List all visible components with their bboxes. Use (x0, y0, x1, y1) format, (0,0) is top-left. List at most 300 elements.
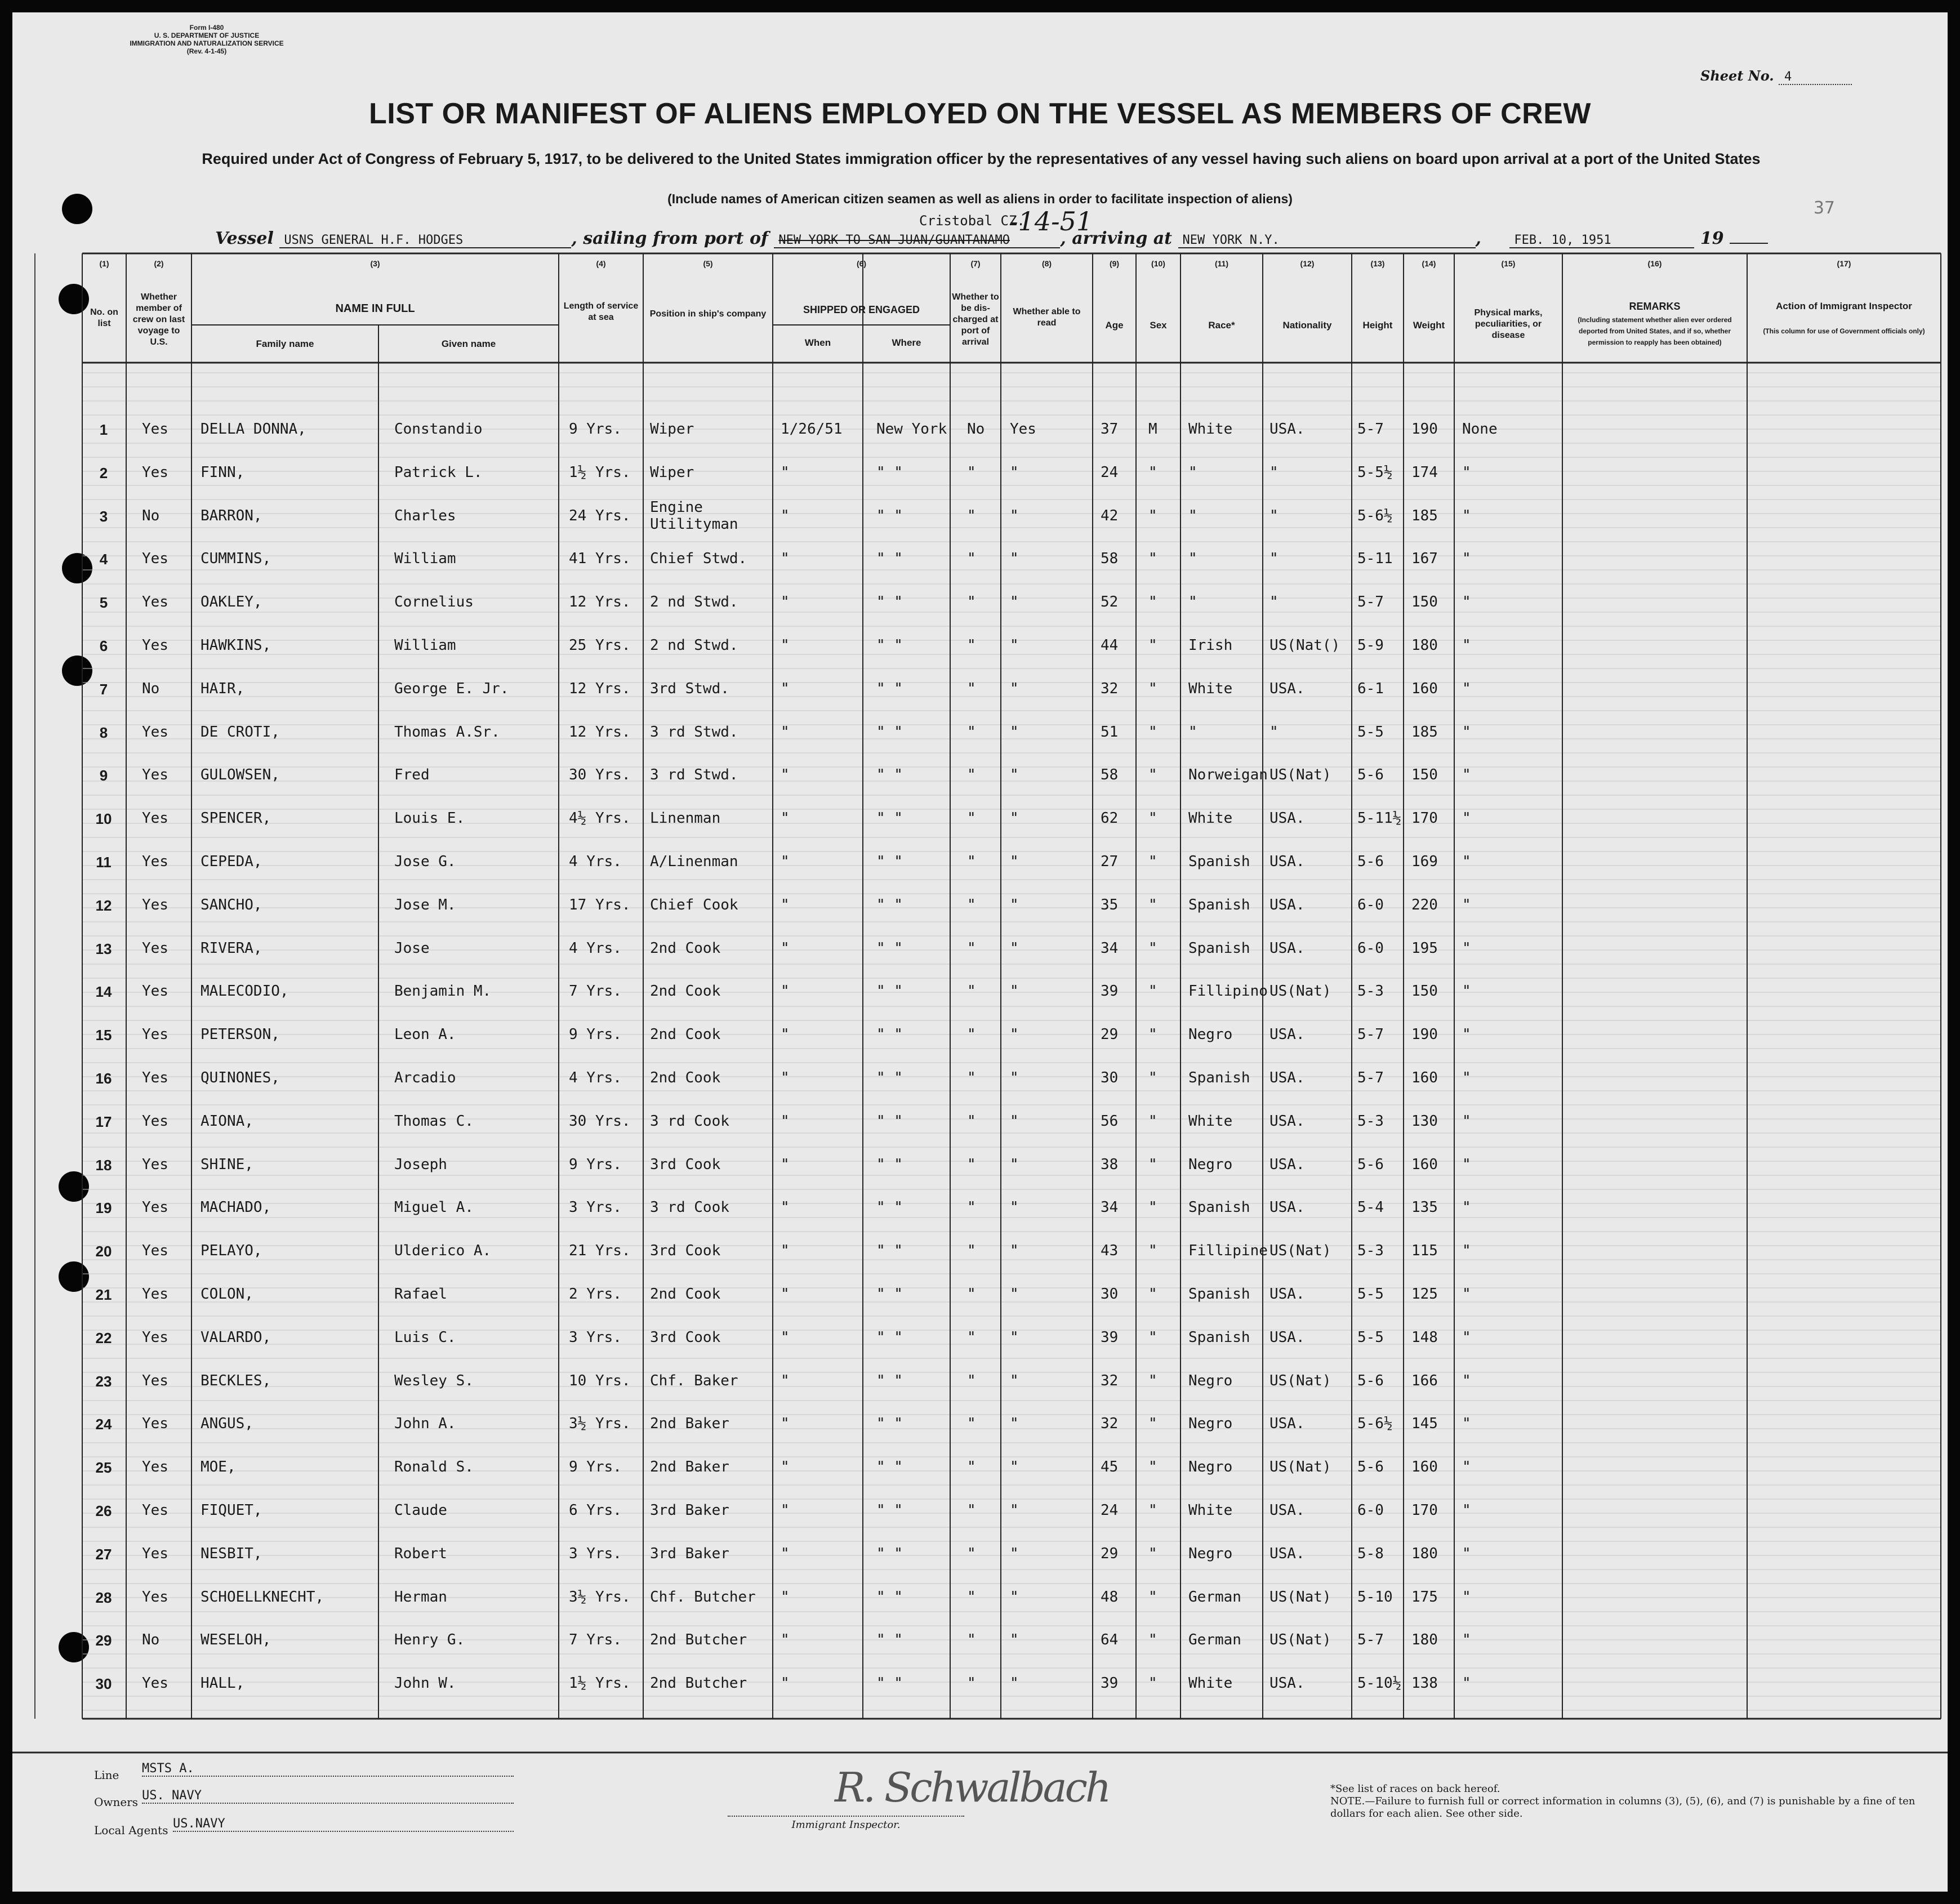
weight-cell: 138 (1411, 1675, 1438, 1692)
given-name-cell: George E. Jr. (394, 680, 509, 697)
header-weight: Weight (1413, 320, 1445, 331)
race-cell: White (1188, 1112, 1233, 1130)
weight-cell: 160 (1411, 1156, 1438, 1173)
sex-cell: " (1148, 1156, 1157, 1173)
column-number: (9) (1109, 259, 1120, 268)
nationality-cell: " (1269, 507, 1279, 524)
given-name-cell: Constandio (394, 421, 483, 438)
where-cell: " " (876, 983, 903, 1000)
member-cell: Yes (142, 723, 168, 741)
physical-cell: " (1462, 1286, 1471, 1303)
row-number: 30 (95, 1675, 112, 1693)
weight-cell: 180 (1411, 1545, 1438, 1562)
height-cell: 5-5 (1357, 1286, 1384, 1303)
nationality-cell: USA. (1269, 1069, 1305, 1086)
when-cell: " (781, 1069, 790, 1086)
nationality-cell: USA. (1269, 1415, 1305, 1433)
sex-cell: " (1148, 1286, 1157, 1303)
race-cell: Negro (1188, 1545, 1233, 1562)
family-name-cell: HALL, (201, 1675, 245, 1692)
race-cell: Spanish (1188, 1328, 1250, 1346)
where-cell: " " (876, 1199, 903, 1216)
weight-cell: 166 (1411, 1372, 1438, 1389)
family-name-cell: MACHADO, (201, 1199, 271, 1216)
length-cell: 3 Yrs. (569, 1545, 622, 1562)
when-cell: " (781, 463, 790, 481)
when-cell: " (781, 1372, 790, 1389)
sex-cell: " (1148, 507, 1157, 524)
race-cell: Negro (1188, 1026, 1233, 1044)
when-cell: " (781, 1459, 790, 1476)
discharged-cell: " (967, 1415, 976, 1433)
vessel-name: USNS GENERAL H.F. HODGES (279, 233, 571, 248)
given-name-cell: Jose M. (394, 896, 456, 913)
where-cell: " " (876, 810, 903, 827)
race-cell: Spanish (1188, 1286, 1250, 1303)
column-number: (6) (856, 259, 867, 268)
age-cell: 48 (1101, 1588, 1119, 1606)
height-cell: 5-7 (1357, 1069, 1384, 1086)
when-cell: " (781, 1026, 790, 1044)
sex-cell: " (1148, 1502, 1157, 1519)
row-number: 2 (99, 464, 108, 481)
sailing-port: NEW YORK TO SAN JUAN/GUANTANAMO (774, 233, 1060, 248)
header-where: Where (892, 337, 921, 348)
length-cell: 17 Yrs. (569, 896, 631, 913)
arriving-port: NEW YORK N.Y. (1178, 233, 1476, 248)
physical-cell: " (1462, 939, 1471, 957)
physical-cell: " (1462, 1631, 1471, 1649)
header-race: Race* (1208, 320, 1235, 331)
where-cell: " " (876, 1286, 903, 1303)
position-cell: A/Linenman (650, 853, 738, 870)
member-cell: Yes (142, 1328, 168, 1346)
family-name-cell: SHINE, (201, 1156, 253, 1173)
physical-cell: " (1462, 1112, 1471, 1130)
row-number: 15 (95, 1027, 112, 1044)
length-cell: 9 Yrs. (569, 1459, 622, 1476)
member-cell: Yes (142, 1459, 168, 1476)
header-action: Action of Immigrant Inspector (1776, 301, 1912, 311)
member-cell: Yes (142, 1026, 168, 1044)
height-cell: 5-6 (1357, 1459, 1384, 1476)
row-number: 10 (95, 810, 112, 828)
discharged-cell: " (967, 463, 976, 481)
weight-cell: 185 (1411, 507, 1438, 524)
race-cell: Spanish (1188, 939, 1250, 957)
read-cell: " (1010, 1156, 1019, 1173)
race-cell: " (1188, 723, 1197, 741)
weight-cell: 150 (1411, 766, 1438, 784)
race-cell: Fillipine (1188, 1242, 1268, 1260)
given-name-cell: Claude (394, 1502, 447, 1519)
length-cell: 9 Yrs. (569, 1026, 622, 1044)
length-cell: 3 Yrs. (569, 1328, 622, 1346)
where-cell: " " (876, 1372, 903, 1389)
age-cell: 39 (1101, 1675, 1119, 1692)
row-number: 9 (99, 767, 108, 784)
page-subtitle-note: (Include names of American citizen seamen as well as aliens in order to facilitate inspection of aliens) (667, 191, 1293, 206)
where-cell: " " (876, 1328, 903, 1346)
header-remarks-note: (Including statement whether alien ever ordered deported from United States, and if so, whether permission to reapply has been obtained) (1578, 316, 1732, 346)
discharged-cell: " (967, 1286, 976, 1303)
given-name-cell: Leon A. (394, 1026, 456, 1044)
header-member: Whether member of crew on last voyage to U.S. (132, 292, 185, 347)
race-cell: White (1188, 680, 1233, 697)
age-cell: 64 (1101, 1631, 1119, 1649)
length-cell: 6 Yrs. (569, 1502, 622, 1519)
sex-cell: " (1148, 896, 1157, 913)
nationality-cell: US(Nat) (1269, 1372, 1331, 1389)
read-cell: " (1010, 550, 1019, 568)
nationality-cell: US(Nat) (1269, 1242, 1331, 1260)
where-cell: " " (876, 1631, 903, 1649)
age-cell: 32 (1101, 680, 1119, 697)
header-height: Height (1362, 320, 1393, 331)
age-cell: 34 (1101, 939, 1119, 957)
given-name-cell: Ronald S. (394, 1459, 474, 1476)
discharged-cell: " (967, 637, 976, 654)
row-number: 1 (99, 421, 108, 438)
physical-cell: " (1462, 1502, 1471, 1519)
where-cell: " " (876, 550, 903, 568)
age-cell: 39 (1101, 1328, 1119, 1346)
family-name-cell: PELAYO, (201, 1242, 262, 1260)
position-cell: 3rd Baker (650, 1545, 729, 1562)
header-discharged: Whether to be dis-charged at port of arrival (952, 292, 999, 347)
nationality-cell: USA. (1269, 1545, 1305, 1562)
weight-cell: 180 (1411, 1631, 1438, 1649)
physical-cell: " (1462, 594, 1471, 611)
member-cell: No (142, 1631, 160, 1649)
when-cell: " (781, 1286, 790, 1303)
position-cell: 3rd Cook (650, 1156, 721, 1173)
height-cell: 5-6 (1357, 766, 1384, 784)
length-cell: 2 Yrs. (569, 1286, 622, 1303)
row-number: 22 (95, 1329, 112, 1346)
physical-cell: " (1462, 983, 1471, 1000)
position-cell: 2nd Cook (650, 1069, 721, 1086)
given-name-cell: Jose (394, 939, 430, 957)
family-name-cell: MALECODIO, (201, 983, 289, 1000)
weight-cell: 160 (1411, 1459, 1438, 1476)
sex-cell: " (1148, 853, 1157, 870)
physical-cell: " (1462, 637, 1471, 654)
given-name-cell: Louis E. (394, 810, 465, 827)
member-cell: Yes (142, 853, 168, 870)
race-cell: White (1188, 810, 1233, 827)
discharged-cell: " (967, 1156, 976, 1173)
discharged-cell: " (967, 1069, 976, 1086)
given-name-cell: Arcadio (394, 1069, 456, 1086)
nationality-cell: USA. (1269, 1502, 1305, 1519)
length-cell: 25 Yrs. (569, 637, 631, 654)
weight-cell: 115 (1411, 1242, 1438, 1260)
row-number: 27 (95, 1545, 112, 1563)
discharged-cell: " (967, 1588, 976, 1606)
family-name-cell: FINN, (201, 463, 245, 481)
height-cell: 5-5½ (1357, 463, 1393, 481)
when-cell: " (781, 1415, 790, 1433)
weight-cell: 174 (1411, 463, 1438, 481)
age-cell: 56 (1101, 1112, 1119, 1130)
sex-cell: " (1148, 723, 1157, 741)
physical-cell: " (1462, 853, 1471, 870)
family-name-cell: PETERSON, (201, 1026, 280, 1044)
position-cell: 2nd Cook (650, 1286, 721, 1303)
row-number: 26 (95, 1502, 112, 1519)
member-cell: Yes (142, 637, 168, 654)
column-number: (8) (1041, 259, 1052, 268)
where-cell: " " (876, 853, 903, 870)
race-cell: Irish (1188, 637, 1233, 654)
where-cell: " " (876, 896, 903, 913)
when-cell: " (781, 723, 790, 741)
physical-cell: " (1462, 1069, 1471, 1086)
nationality-cell: " (1269, 723, 1279, 741)
when-cell: " (781, 939, 790, 957)
member-cell: Yes (142, 766, 168, 784)
weight-cell: 220 (1411, 896, 1438, 913)
where-cell: " " (876, 1026, 903, 1044)
column-number: (4) (596, 259, 606, 268)
read-cell: " (1010, 1286, 1019, 1303)
header-sex: Sex (1150, 320, 1167, 331)
given-name-cell: Fred (394, 766, 430, 784)
when-cell: " (781, 1588, 790, 1606)
length-cell: 3½ Yrs. (569, 1415, 631, 1433)
height-cell: 5-6 (1357, 853, 1384, 870)
arrival-date: FEB. 10, 1951 (1509, 233, 1694, 248)
read-cell: " (1010, 1328, 1019, 1346)
when-cell: " (781, 1631, 790, 1649)
sex-cell: " (1148, 766, 1157, 784)
discharged-cell: " (967, 1112, 976, 1130)
header-no-on-list: No. on list (90, 307, 118, 328)
physical-cell: " (1462, 1675, 1471, 1692)
where-cell: " " (876, 1459, 903, 1476)
family-name-cell: HAWKINS, (201, 637, 271, 654)
nationality-cell: USA. (1269, 1675, 1305, 1692)
family-name-cell: CEPEDA, (201, 853, 262, 870)
height-cell: 5-7 (1357, 1026, 1384, 1044)
weight-cell: 180 (1411, 637, 1438, 654)
sex-cell: " (1148, 1199, 1157, 1216)
physical-cell: " (1462, 810, 1471, 827)
sex-cell: " (1148, 939, 1157, 957)
discharged-cell: " (967, 810, 976, 827)
discharged-cell: " (967, 550, 976, 568)
column-number: (7) (970, 259, 981, 268)
family-name-cell: SPENCER, (201, 810, 271, 827)
given-name-cell: Herman (394, 1588, 447, 1606)
family-name-cell: AIONA, (201, 1112, 253, 1130)
row-number: 13 (95, 940, 112, 957)
corner-number: 37 (1813, 198, 1835, 218)
height-cell: 5-6 (1357, 1156, 1384, 1173)
height-cell: 5-9 (1357, 637, 1384, 654)
age-cell: 39 (1101, 983, 1119, 1000)
member-cell: Yes (142, 1242, 168, 1260)
row-number: 29 (95, 1632, 112, 1649)
weight-cell: 160 (1411, 1069, 1438, 1086)
where-cell: New York (876, 421, 947, 438)
weight-cell: 170 (1411, 810, 1438, 827)
discharged-cell: " (967, 853, 976, 870)
column-number: (5) (703, 259, 713, 268)
nationality-cell: US(Nat) (1269, 1631, 1331, 1649)
nationality-cell: " (1269, 550, 1279, 568)
physical-cell: " (1462, 1026, 1471, 1044)
sheet-value: 4 (1779, 70, 1852, 85)
race-cell: German (1188, 1631, 1241, 1649)
row-number: 16 (95, 1070, 112, 1087)
row-number: 24 (95, 1416, 112, 1433)
race-cell: " (1188, 463, 1197, 481)
member-cell: Yes (142, 1286, 168, 1303)
height-cell: 5-7 (1357, 1631, 1384, 1649)
physical-cell: None (1462, 421, 1498, 438)
column-number: (17) (1837, 259, 1851, 268)
sex-cell: " (1148, 1675, 1157, 1692)
age-cell: 58 (1101, 550, 1119, 568)
race-cell: Spanish (1188, 853, 1250, 870)
race-cell: " (1188, 550, 1197, 568)
given-name-cell: Joseph (394, 1156, 447, 1173)
position-cell: 3 rd Cook (650, 1199, 729, 1216)
sex-cell: " (1148, 637, 1157, 654)
height-cell: 5-11½ (1357, 810, 1402, 827)
member-cell: Yes (142, 983, 168, 1000)
sex-cell: " (1148, 1242, 1157, 1260)
length-cell: 4 Yrs. (569, 939, 622, 957)
weight-cell: 169 (1411, 853, 1438, 870)
length-cell: 21 Yrs. (569, 1242, 631, 1260)
row-number: 12 (95, 897, 112, 914)
position-cell: 3rd Stwd. (650, 680, 729, 697)
given-name-cell: Henry G. (394, 1631, 465, 1649)
family-name-cell: BARRON, (201, 507, 262, 524)
header-action-note: (This column for use of Government officials only) (1763, 327, 1925, 335)
department: U. S. DEPARTMENT OF JUSTICE (154, 32, 260, 39)
position-cell: 2nd Baker (650, 1415, 729, 1433)
sex-cell: " (1148, 1328, 1157, 1346)
discharged-cell: " (967, 983, 976, 1000)
race-cell: Spanish (1188, 1199, 1250, 1216)
family-name-cell: DE CROTI, (201, 723, 280, 741)
read-cell: " (1010, 463, 1019, 481)
column-number: (14) (1422, 259, 1436, 268)
row-number: 8 (99, 724, 108, 741)
read-cell: " (1010, 766, 1019, 784)
race-cell: " (1188, 507, 1197, 524)
discharged-cell: " (967, 507, 976, 524)
weight-cell: 135 (1411, 1199, 1438, 1216)
given-name-cell: William (394, 637, 456, 654)
where-cell: " " (876, 1415, 903, 1433)
header-age: Age (1105, 320, 1124, 331)
weight-cell: 145 (1411, 1415, 1438, 1433)
position-cell: Chf. Butcher (650, 1588, 756, 1606)
member-cell: Yes (142, 1069, 168, 1086)
read-cell: " (1010, 1588, 1019, 1606)
family-name-cell: DELLA DONNA, (201, 421, 306, 438)
discharged-cell: " (967, 1631, 976, 1649)
length-cell: 3 Yrs. (569, 1199, 622, 1216)
column-number: (3) (370, 259, 380, 268)
where-cell: " " (876, 1069, 903, 1086)
physical-cell: " (1462, 1459, 1471, 1476)
row-number: 14 (95, 983, 112, 1001)
read-cell: " (1010, 1372, 1019, 1389)
where-cell: " " (876, 939, 903, 957)
height-cell: 5-5 (1357, 723, 1384, 741)
column-number: (10) (1151, 259, 1165, 268)
member-cell: Yes (142, 1372, 168, 1389)
discharged-cell: " (967, 1502, 976, 1519)
sex-cell: " (1148, 810, 1157, 827)
height-cell: 5-8 (1357, 1545, 1384, 1562)
discharged-cell: " (967, 1545, 976, 1562)
race-cell: Spanish (1188, 896, 1250, 913)
row-number: 28 (95, 1589, 112, 1606)
sex-cell: " (1148, 1372, 1157, 1389)
row-number: 19 (95, 1200, 112, 1217)
length-cell: 7 Yrs. (569, 983, 622, 1000)
where-cell: " " (876, 723, 903, 741)
nationality-cell: US(Nat) (1269, 1459, 1331, 1476)
age-cell: 32 (1101, 1372, 1119, 1389)
length-cell: 12 Yrs. (569, 723, 631, 741)
race-cell: Spanish (1188, 1069, 1250, 1086)
discharged-cell: No (967, 421, 985, 438)
read-cell: " (1010, 1631, 1019, 1649)
family-name-cell: HAIR, (201, 680, 245, 697)
height-cell: 5-10 (1357, 1588, 1393, 1606)
age-cell: 34 (1101, 1199, 1119, 1216)
read-cell: " (1010, 1026, 1019, 1044)
handwritten-number: -14-51 (1009, 206, 1093, 237)
given-name-cell: Thomas A.Sr. (394, 723, 500, 741)
sex-cell: " (1148, 550, 1157, 568)
race-cell: German (1188, 1588, 1241, 1606)
where-cell: " " (876, 594, 903, 611)
when-cell: " (781, 1502, 790, 1519)
position-cell: 2nd Butcher (650, 1675, 747, 1692)
read-cell: " (1010, 1545, 1019, 1562)
age-cell: 45 (1101, 1459, 1119, 1476)
given-name-cell: Cornelius (394, 594, 474, 611)
age-cell: 62 (1101, 810, 1119, 827)
age-cell: 29 (1101, 1545, 1119, 1562)
when-cell: " (781, 1199, 790, 1216)
physical-cell: " (1462, 723, 1471, 741)
height-cell: 5-11 (1357, 550, 1393, 568)
length-cell: 12 Yrs. (569, 594, 631, 611)
member-cell: Yes (142, 1156, 168, 1173)
member-cell: Yes (142, 1199, 168, 1216)
family-name-cell: WESELOH, (201, 1631, 271, 1649)
given-name-cell: Thomas C. (394, 1112, 474, 1130)
member-cell: Yes (142, 810, 168, 827)
height-cell: 6-0 (1357, 896, 1384, 913)
where-cell: " " (876, 637, 903, 654)
discharged-cell: " (967, 1242, 976, 1260)
physical-cell: " (1462, 1372, 1471, 1389)
read-cell: " (1010, 810, 1019, 827)
member-cell: No (142, 507, 160, 524)
header-name-in-full: NAME IN FULL (335, 302, 415, 315)
